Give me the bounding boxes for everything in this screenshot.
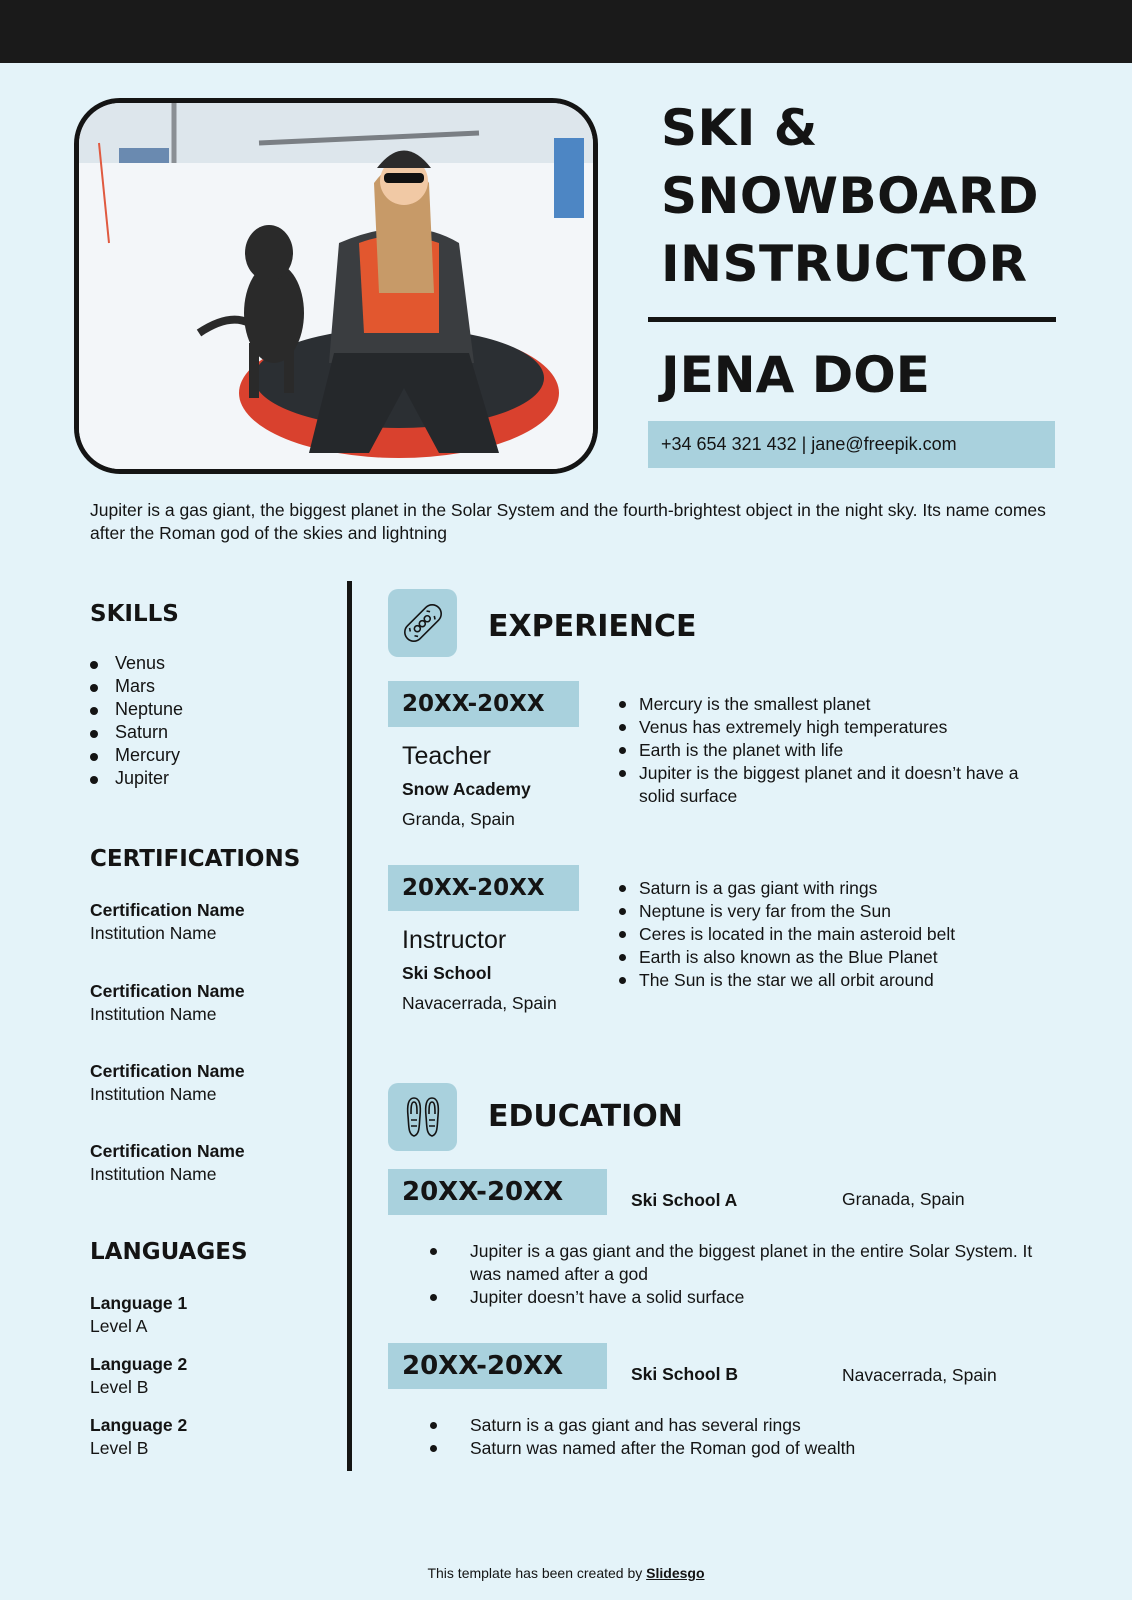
experience-bullets: [619, 877, 1039, 992]
photo-illustration: [79, 103, 593, 469]
snowboard-icon-glyph: [400, 600, 446, 646]
skill-item: Venus: [90, 652, 183, 675]
certification-name: Certification Name: [90, 1141, 245, 1161]
bullet-item: Saturn is a gas giant and has several rings: [426, 1414, 1046, 1437]
language-item: [90, 1292, 187, 1338]
education-dates: 20XX-20XX: [388, 1343, 607, 1389]
education-bullets: [426, 1414, 1046, 1460]
candidate-name: JENA DOE: [661, 346, 930, 404]
skill-item: Jupiter: [90, 767, 183, 790]
ski-boots-icon: [388, 1083, 457, 1151]
language-level: Level A: [90, 1316, 148, 1336]
contact-info: +34 654 321 432 | jane@freepik.com: [648, 421, 1055, 468]
skills-heading: SKILLS: [90, 601, 179, 627]
bullet-item: Jupiter is the biggest planet and it doesn’t have a solid surface: [619, 762, 1039, 808]
bullet-item: Ceres is located in the main asteroid belt: [619, 923, 1039, 946]
bullet-item: Saturn was named after the Roman god of wealth: [426, 1437, 1046, 1460]
skill-item: Mercury: [90, 744, 183, 767]
language-name: Language 1: [90, 1293, 188, 1313]
education-bullets: [426, 1240, 1046, 1309]
certification-item: [90, 980, 245, 1026]
skill-item: Saturn: [90, 721, 183, 744]
slidesgo-link[interactable]: Slidesgo: [646, 1565, 705, 1581]
language-level: Level B: [90, 1438, 149, 1458]
bullet-item: The Sun is the star we all orbit around: [619, 969, 1039, 992]
experience-bullets: [619, 693, 1039, 808]
top-bar: [0, 0, 1132, 63]
job-title-line-1: SKI &: [661, 99, 818, 157]
title-divider: [648, 317, 1056, 322]
column-divider: [347, 581, 352, 1471]
skill-item: Mars: [90, 675, 183, 698]
experience-org: Snow Academy: [402, 779, 531, 799]
experience-role: Teacher: [402, 742, 491, 770]
skill-item: Neptune: [90, 698, 183, 721]
footer-text: This template has been created by: [427, 1565, 647, 1581]
education-location: Navacerrada, Spain: [842, 1365, 997, 1385]
job-title-line-3: INSTRUCTOR: [661, 235, 1028, 293]
experience-location: Granda, Spain: [402, 809, 515, 829]
education-dates: 20XX-20XX: [388, 1169, 607, 1215]
experience-org: Ski School: [402, 963, 492, 983]
bullet-item: Earth is the planet with life: [619, 739, 1039, 762]
job-title: [661, 94, 1081, 298]
job-title-line-2: SNOWBOARD: [661, 167, 1039, 225]
education-school: Ski School A: [631, 1190, 738, 1210]
institution-name: Institution Name: [90, 1084, 217, 1104]
certification-item: [90, 899, 245, 945]
certification-name: Certification Name: [90, 981, 245, 1001]
languages-heading: LANGUAGES: [90, 1239, 248, 1265]
snowboard-icon: [388, 589, 457, 657]
language-level: Level B: [90, 1377, 149, 1397]
bullet-item: Jupiter doesn’t have a solid surface: [426, 1286, 1046, 1309]
experience-role: Instructor: [402, 926, 507, 954]
bullet-item: Saturn is a gas giant with rings: [619, 877, 1039, 900]
profile-summary: Jupiter is a gas giant, the biggest planet in the Solar System and the fourth-brightest object in the night sky. Its name comes after the Roman god of the skies and lightning: [90, 500, 1046, 543]
education-location: Granada, Spain: [842, 1189, 965, 1209]
education-school: Ski School B: [631, 1364, 738, 1384]
bullet-item: Venus has extremely high temperatures: [619, 716, 1039, 739]
profile-photo: [74, 98, 598, 474]
language-item: [90, 1353, 187, 1399]
language-item: [90, 1414, 187, 1460]
bullet-item: Mercury is the smallest planet: [619, 693, 1039, 716]
institution-name: Institution Name: [90, 1164, 217, 1184]
certifications-heading: CERTIFICATIONS: [90, 846, 301, 872]
experience-heading: EXPERIENCE: [488, 609, 697, 644]
skills-list: [90, 652, 183, 790]
ski-boots-icon-glyph: [400, 1094, 446, 1140]
certification-item: [90, 1060, 245, 1106]
language-name: Language 2: [90, 1415, 188, 1435]
footer-credit: [0, 1565, 1132, 1581]
institution-name: Institution Name: [90, 1004, 217, 1024]
certification-item: [90, 1140, 245, 1186]
education-heading: EDUCATION: [488, 1099, 683, 1134]
bullet-item: Earth is also known as the Blue Planet: [619, 946, 1039, 969]
experience-location: Navacerrada, Spain: [402, 993, 557, 1013]
bullet-item: Neptune is very far from the Sun: [619, 900, 1039, 923]
language-name: Language 2: [90, 1354, 188, 1374]
certification-name: Certification Name: [90, 1061, 245, 1081]
certification-name: Certification Name: [90, 900, 245, 920]
experience-dates: 20XX-20XX: [388, 681, 579, 727]
experience-dates: 20XX-20XX: [388, 865, 579, 911]
institution-name: Institution Name: [90, 923, 217, 943]
bullet-item: Jupiter is a gas giant and the biggest planet in the entire Solar System. It was named after a god: [426, 1240, 1046, 1286]
